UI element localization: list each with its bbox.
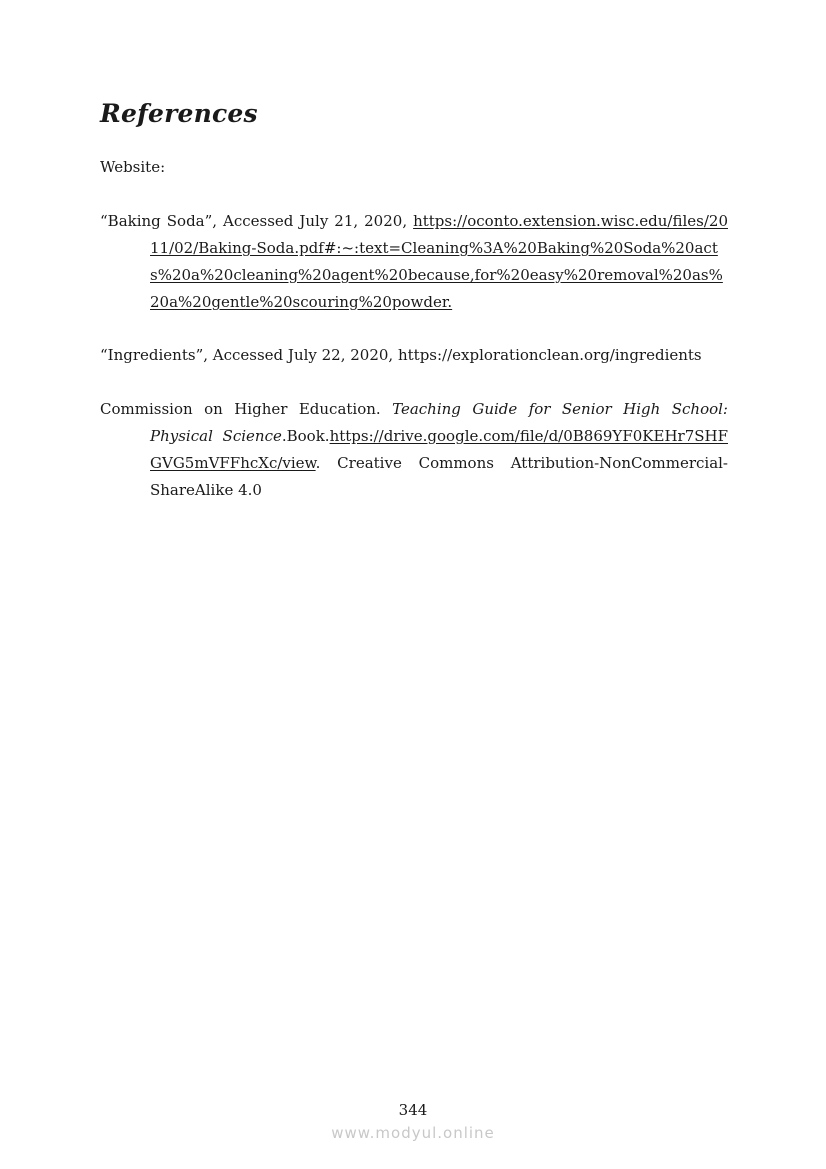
reference-entry-teaching-guide xyxy=(100,396,728,504)
reference-link[interactable]: https://oconto.extension.wisc.edu/files/2011/02/Baking-Soda.pdf#:~:text=Cleaning%3A%20Baking%20Soda%20acts%20a%20cleaning%20agent%20because,for%20easy%20removal%20as%20a%20gentle%20scouring%20powder. xyxy=(150,212,728,311)
reference-after-title: .Book. xyxy=(281,427,330,445)
reference-lead: “Baking Soda”, Accessed July 21, 2020, xyxy=(100,212,414,230)
reference-lead: Commission on Higher Education. xyxy=(100,400,393,418)
page-number: 344 xyxy=(398,1101,428,1119)
watermark-text: www.modyul.online xyxy=(331,1124,495,1142)
reference-entry-ingredients xyxy=(100,342,728,369)
reference-trail: . Creative Commons Attribution-NonCommercial-ShareAlike 4.0 xyxy=(150,454,728,499)
reference-link[interactable]: https://drive.google.com/file/d/0B869YF0KEHr7SHFGVG5mVFFhcXc/view xyxy=(150,427,728,472)
reference-url-text: https://explorationclean.org/ingredients xyxy=(397,346,702,364)
reference-lead: “Ingredients”, Accessed July 22, 2020, xyxy=(100,346,398,364)
section-label-website: Website: xyxy=(100,158,166,176)
reference-entry-baking-soda xyxy=(100,208,728,316)
reference-title: Teaching Guide for Senior High School: Physical Science xyxy=(150,400,728,445)
page-heading: References xyxy=(100,99,258,128)
